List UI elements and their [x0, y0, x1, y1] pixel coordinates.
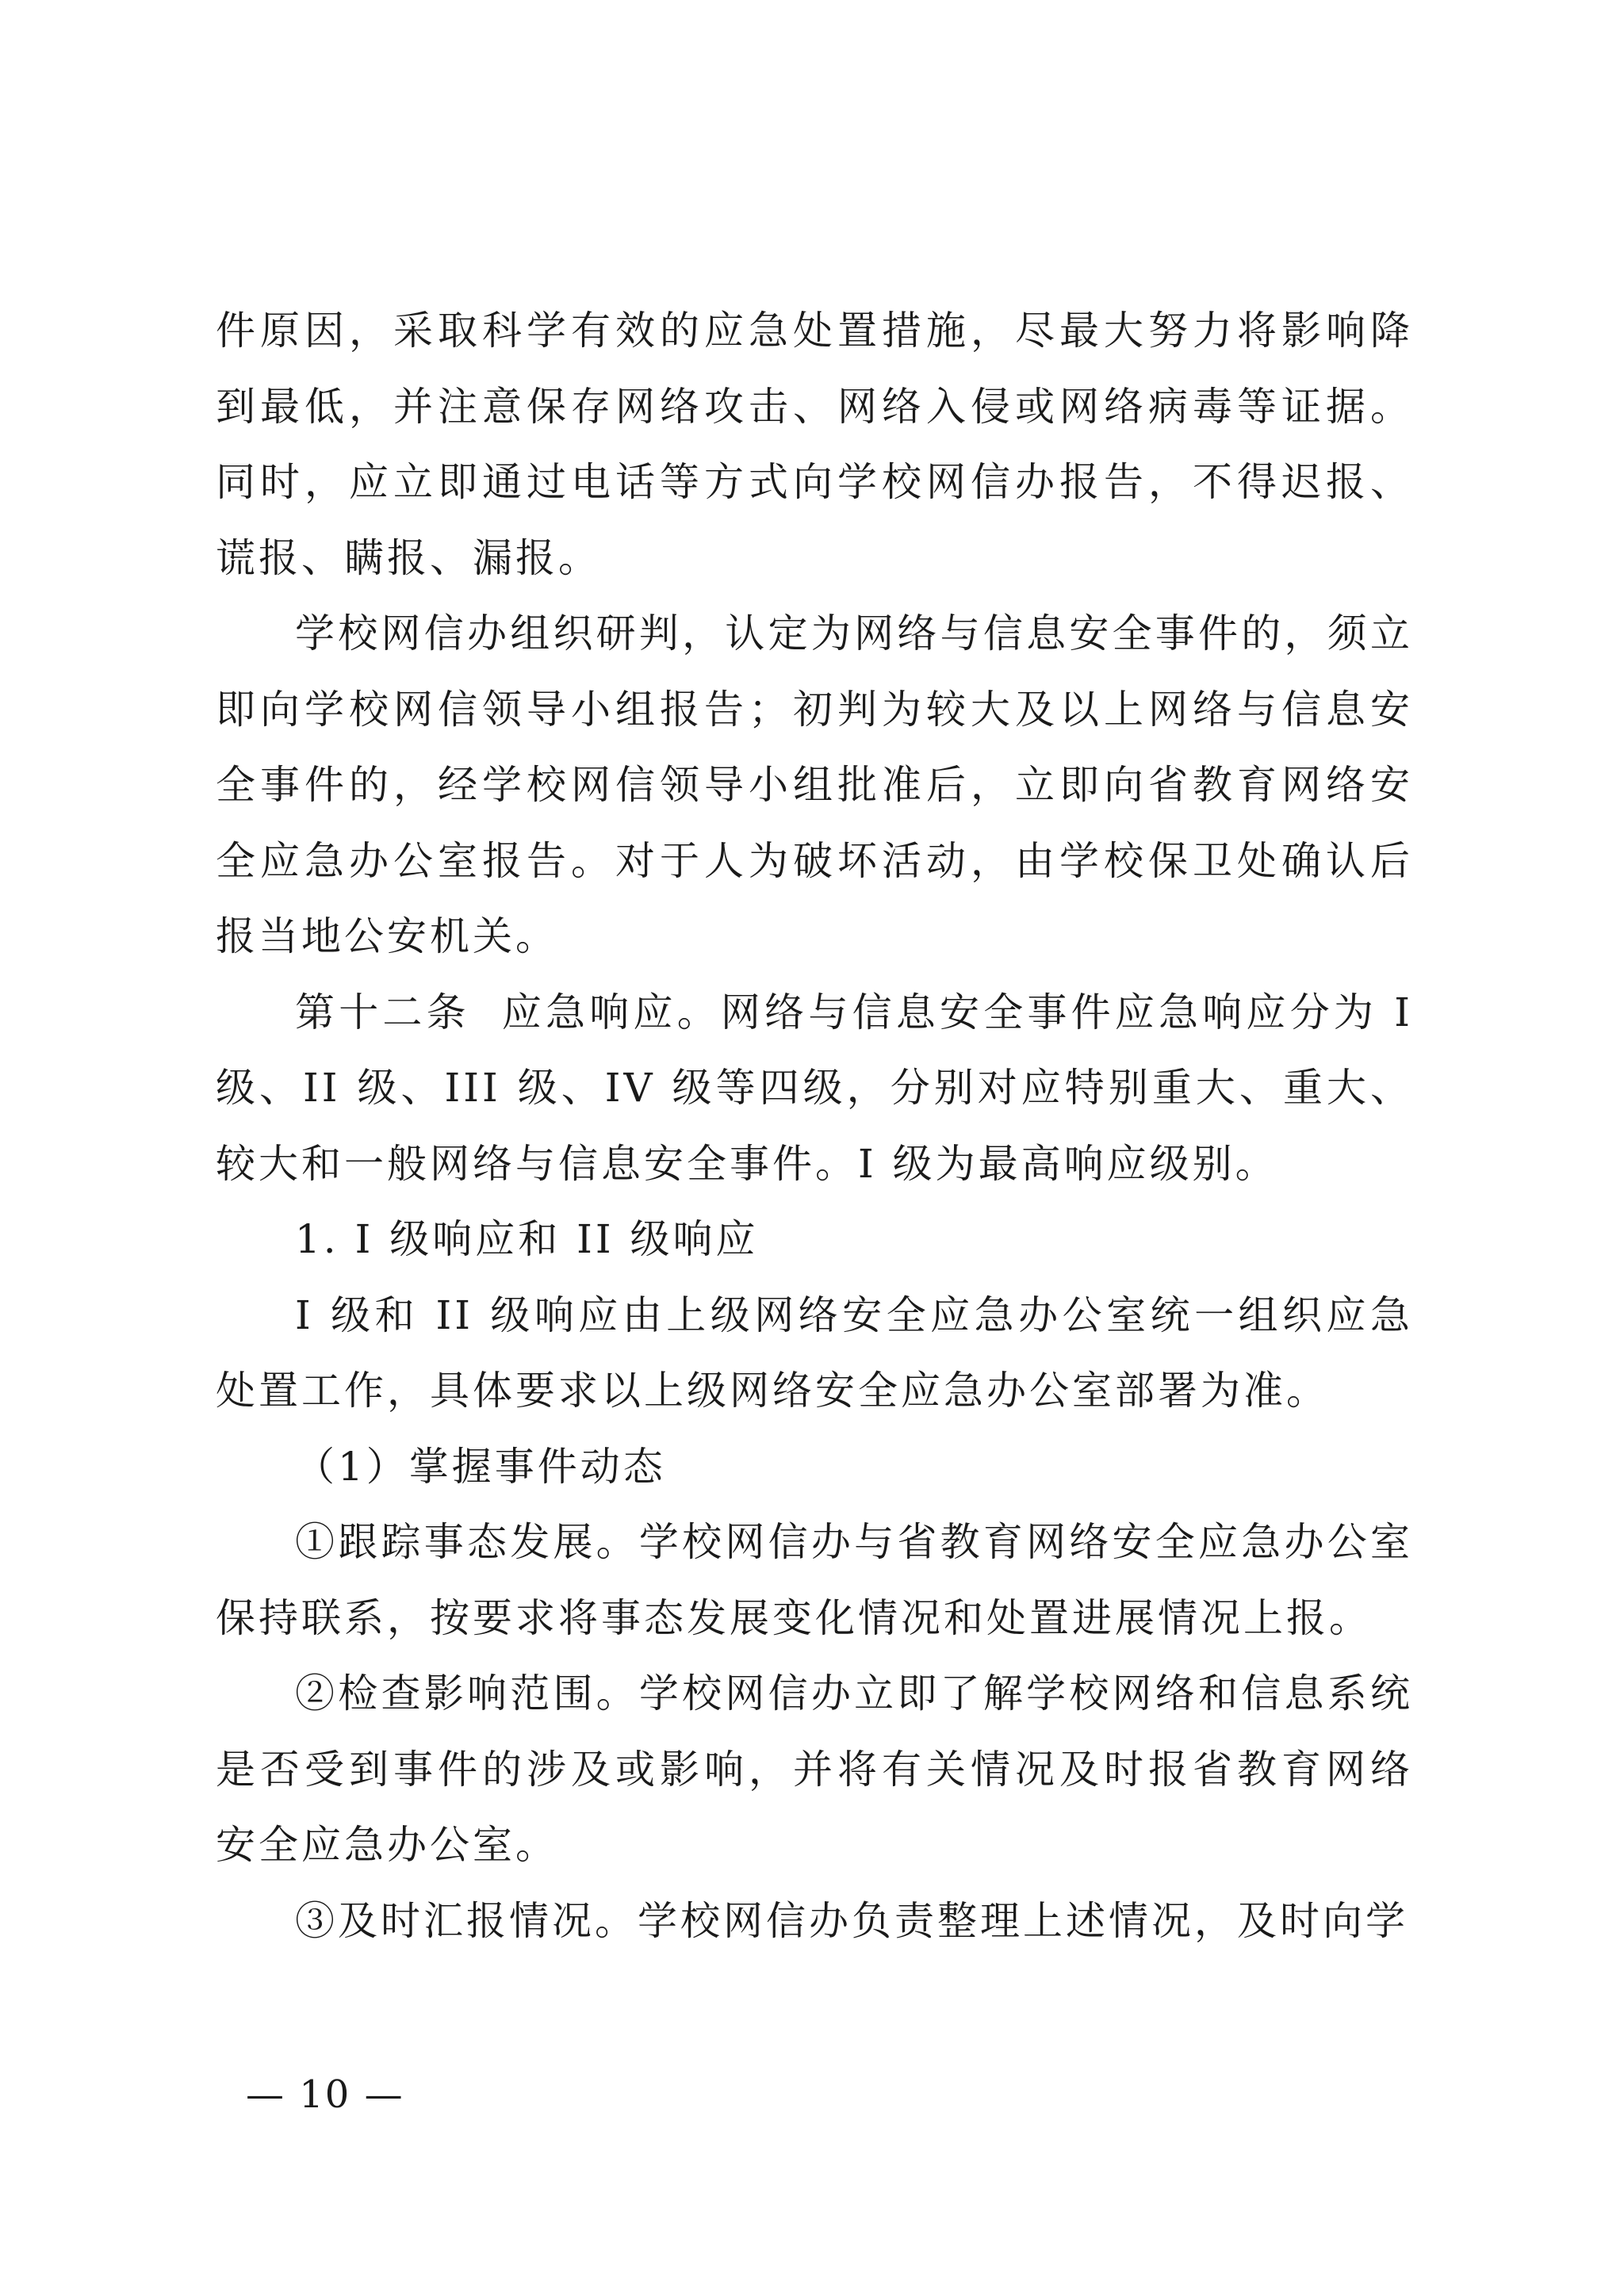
paragraph-level-1-2-response: I 级和 II 级响应由上级网络安全应急办公室统一组织应急处置工作，具体要求以上级网络安全应急办公室部署为准。 [216, 1292, 1413, 1414]
article-text: 应急响应。网络与信息安全事件应急响应分为 I 级、II 级、III 级、IV 级等四级，分别对应特别重大、重大、较大和一般网络与信息安全事件。I 级为最高响应级别。 [216, 989, 1413, 1187]
page-number: — 10 — [246, 2072, 404, 2117]
article-label: 第十二条 [295, 989, 470, 1035]
subsection-heading-event-dynamics: （1）掌握事件动态 [295, 1443, 666, 1490]
paragraph-article-12 [216, 975, 1413, 1203]
paragraph-continuation: 件原因，采取科学有效的应急处置措施，尽最大努力将影响降到最低，并注意保存网络攻击、网络入侵或网络病毒等证据。同时，应立即通过电话等方式向学校网信办报告，不得迟报、谎报、瞒报、漏报。 [216, 308, 1413, 581]
paragraph-item-1: ①跟踪事态发展。学校网信办与省教育网络安全应急办公室保持联系，按要求将事态发展变化情况和处置进展情况上报。 [216, 1519, 1413, 1641]
paragraph-assessment: 学校网信办组织研判，认定为网络与信息安全事件的，须立即向学校网信领导小组报告；初判为较大及以上网络与信息安全事件的，经学校网信领导小组批准后，立即向省教育网络安全应急办公室报告。对于人为破坏活动，由学校保卫处确认后报当地公安机关。 [216, 610, 1413, 959]
document-body [216, 293, 1413, 1959]
paragraph-item-3: ③及时汇报情况。学校网信办负责整理上述情况，及时向学 [295, 1897, 1408, 1944]
paragraph-item-2: ②检查影响范围。学校网信办立即了解学校网络和信息系统是否受到事件的涉及或影响，并将有关情况及时报省教育网络安全应急办公室。 [216, 1670, 1413, 1868]
section-heading-level-1-2: 1. I 级响应和 II 级响应 [295, 1216, 759, 1262]
